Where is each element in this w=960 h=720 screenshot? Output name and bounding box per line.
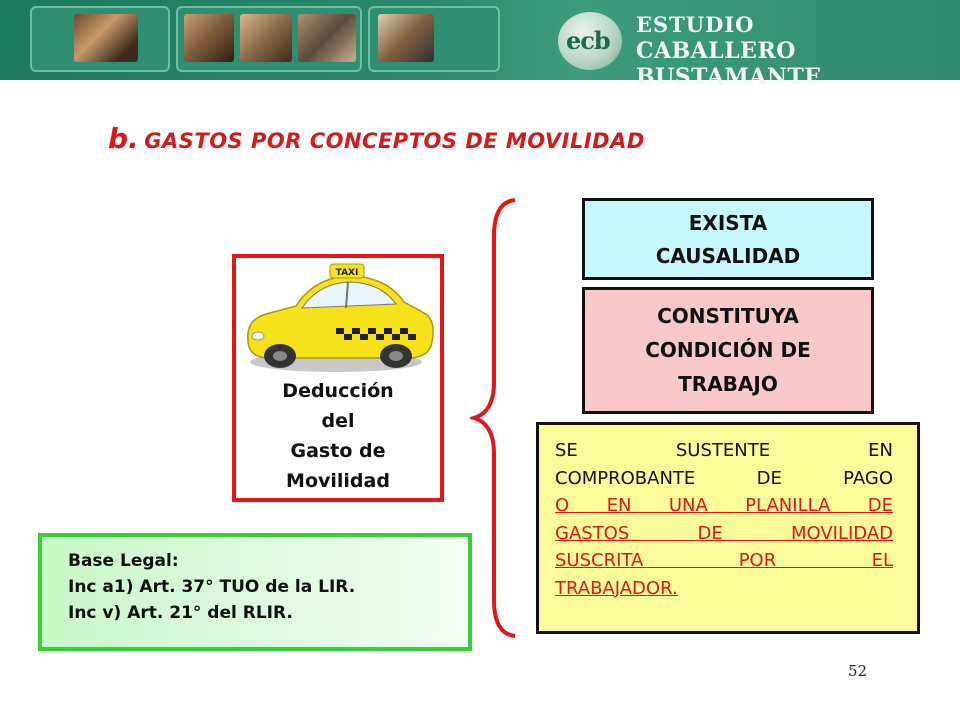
taxi-caption-line-2: del <box>321 410 355 432</box>
box3-line-1: SE SUSTENTE EN <box>555 440 893 461</box>
base-legal-line-1: Inc a1) Art. 37° TUO de la LIR. <box>68 577 356 597</box>
curly-brace <box>470 196 520 646</box>
header-banner <box>0 0 960 90</box>
box1-line-2: CAUSALIDAD <box>655 244 801 268</box>
base-legal-box <box>38 533 472 651</box>
box3-red-line-2: GASTOS DE MOVILIDAD <box>555 522 893 544</box>
logo-abbreviation: ecb <box>566 26 610 55</box>
photo-person-5 <box>378 14 434 62</box>
slide-title <box>108 122 645 155</box>
photo-person-2 <box>184 14 234 62</box>
box3-red-line-1: O EN UNA PLANILLA DE <box>555 495 893 516</box>
taxi-caption-line-1: Deducción <box>282 380 394 402</box>
box3-line-2: COMPROBANTE DE PAGO <box>555 467 893 489</box>
condition-comprobante <box>536 422 920 634</box>
box2-line-3: TRABAJO <box>678 372 778 396</box>
box3-red-line-4: TRABAJADOR. <box>555 577 678 599</box>
title-text: GASTOS POR CONCEPTOS DE MOVILIDAD <box>144 129 645 153</box>
taxi-car-image <box>236 258 440 378</box>
page-number: 52 <box>848 662 868 680</box>
photo-person-3 <box>240 14 292 62</box>
base-legal-line-2: Inc v) Art. 21° del RLIR. <box>68 603 293 623</box>
condition-trabajo <box>582 287 874 414</box>
box1-line-1: EXISTA <box>688 211 768 235</box>
logo-line-2: CABALLERO BUSTAMANTE <box>636 38 822 90</box>
condition-causalidad <box>582 198 874 280</box>
box2-line-1: CONSTITUYA <box>657 304 799 328</box>
photo-person-4 <box>298 14 356 62</box>
logo-line-1: ESTUDIO <box>636 12 755 37</box>
taxi-deduction-box <box>232 254 444 502</box>
taxi-caption-line-3: Gasto de <box>290 440 386 462</box>
taxi-sign-text: TAXI <box>335 268 359 278</box>
title-prefix: b. <box>108 122 139 155</box>
base-legal-heading: Base Legal: <box>68 551 179 571</box>
taxi-caption-line-4: Movilidad <box>286 470 390 492</box>
photo-person-1 <box>74 14 138 62</box>
box2-line-2: CONDICIÓN DE <box>645 338 811 362</box>
box3-red-line-3: SUSCRITA POR EL <box>555 550 893 571</box>
taxi-caption <box>236 376 440 496</box>
